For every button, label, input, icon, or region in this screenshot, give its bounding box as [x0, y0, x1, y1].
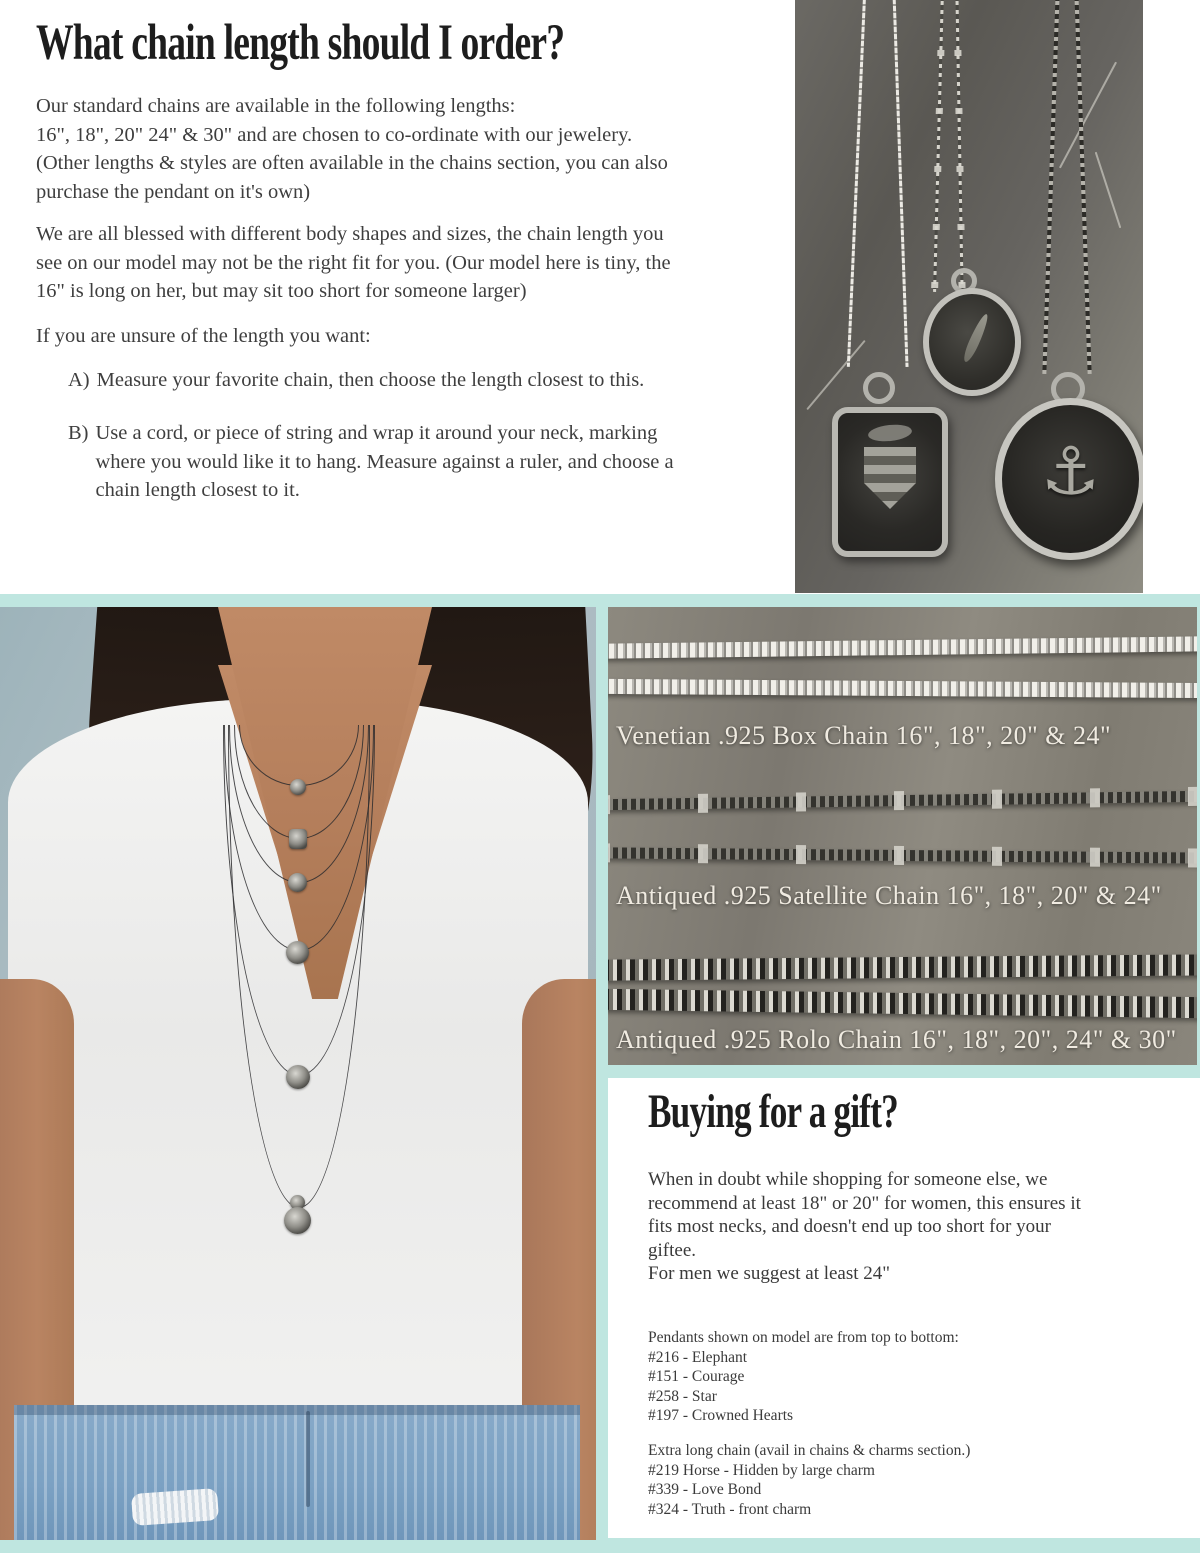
anchor-icon: ⚓ [1040, 433, 1101, 510]
standard-chains-paragraph: Our standard chains are available in the following lengths: 16", 18", 20" 24" & 30" and are chosen to co-ordinate with our jewelery. (Other lengths & styles are often available in the chains section, you can also purchase the pendant on it's own) [36, 95, 668, 203]
pendant-elephant [290, 779, 306, 795]
shorts-ripped-patch [131, 1488, 219, 1526]
rolo-chain-strand [1074, 0, 1091, 374]
satellite-chain-row [608, 847, 1197, 863]
pendant-star [288, 873, 307, 892]
box-chain-row [608, 679, 1197, 698]
model-denim-shorts [14, 1405, 580, 1540]
satellite-chain-row [608, 791, 1197, 811]
option-a-label: A) [68, 369, 90, 391]
satellite-chain-strand [933, 0, 944, 292]
pendant-truth [284, 1207, 311, 1234]
slate-crack-decoration [806, 340, 865, 410]
body-shapes-paragraph: We are all blessed with different body shapes and sizes, the chain length you see on our model may not be the right fit for you. (Our model here is tiny, the 16" is long on her, but may sit too short for someone larger) [36, 223, 671, 302]
page-title: What chain length should I order? [36, 14, 565, 72]
box-chain-strand [892, 0, 908, 367]
gift-recommendation-paragraph: When in doubt while shopping for someone else, we recommend at least 18" or 20" for women, this ensures it fits most necks, and doesn't end up too short for your giftee. For men we suggest at least 24" [648, 1169, 1081, 1284]
option-a-text: Measure your favorite chain, then choose the length closest to this. [96, 369, 645, 391]
anchor-pendant [995, 398, 1143, 560]
rolo-chain-strand [1042, 0, 1059, 374]
unsure-length-line: If you are unsure of the length you want: [36, 325, 371, 347]
slate-crack-decoration [1095, 152, 1122, 229]
feather-pendant [923, 288, 1021, 396]
chains-photo [608, 607, 1197, 1065]
gift-info-section [608, 1078, 1200, 1538]
slate-crack-decoration [1059, 62, 1117, 169]
pendant-reference-list: Pendants shown on model are from top to bottom: #216 - Elephant #151 - Courage #258 - Star #197 - Crowned Hearts Extra long chain (avail in chains & charms section.) #219 Horse - Hidden by large charm #339 - Love Bond #324 - Truth - front charm [648, 1329, 971, 1518]
rolo-chain-row [608, 954, 1197, 980]
rolo-chain-caption: Antiqued .925 Rolo Chain 16", 18", 20", 24" & 30" [616, 1025, 1177, 1054]
pendant-crowned-hearts [286, 941, 309, 964]
option-b-text: Use a cord, or piece of string and wrap it around your neck, marking where you would like it to hang. Measure against a ruler, and choose a chain length closest to it. [95, 422, 674, 501]
model-photo [0, 607, 596, 1540]
box-chain-caption: Venetian .925 Box Chain 16", 18", 20" & 24" [616, 721, 1112, 750]
box-chain-row [608, 636, 1197, 658]
rolo-chain-row [608, 989, 1197, 1019]
option-a-row [68, 366, 788, 395]
crest-lion-detail [867, 423, 912, 444]
shield-icon [864, 447, 916, 509]
pendant-love-bond [286, 1065, 310, 1089]
chain-length-info-section [36, 0, 796, 594]
satellite-chain-caption: Antiqued .925 Satellite Chain 16", 18", 20" & 24" [616, 881, 1162, 910]
shorts-fly-seam [306, 1411, 310, 1507]
crest-pendant [832, 407, 948, 557]
gift-heading: Buying for a gift? [648, 1085, 898, 1138]
pendant-bail [863, 372, 895, 404]
shorts-waistband [14, 1405, 580, 1415]
feather-icon [961, 312, 991, 364]
pendant-courage [289, 829, 307, 849]
option-b-label: B) [68, 422, 89, 444]
option-b-row [68, 419, 788, 505]
pendants-photo [795, 0, 1143, 593]
box-chain-strand [847, 0, 866, 367]
satellite-chain-strand [955, 0, 963, 292]
